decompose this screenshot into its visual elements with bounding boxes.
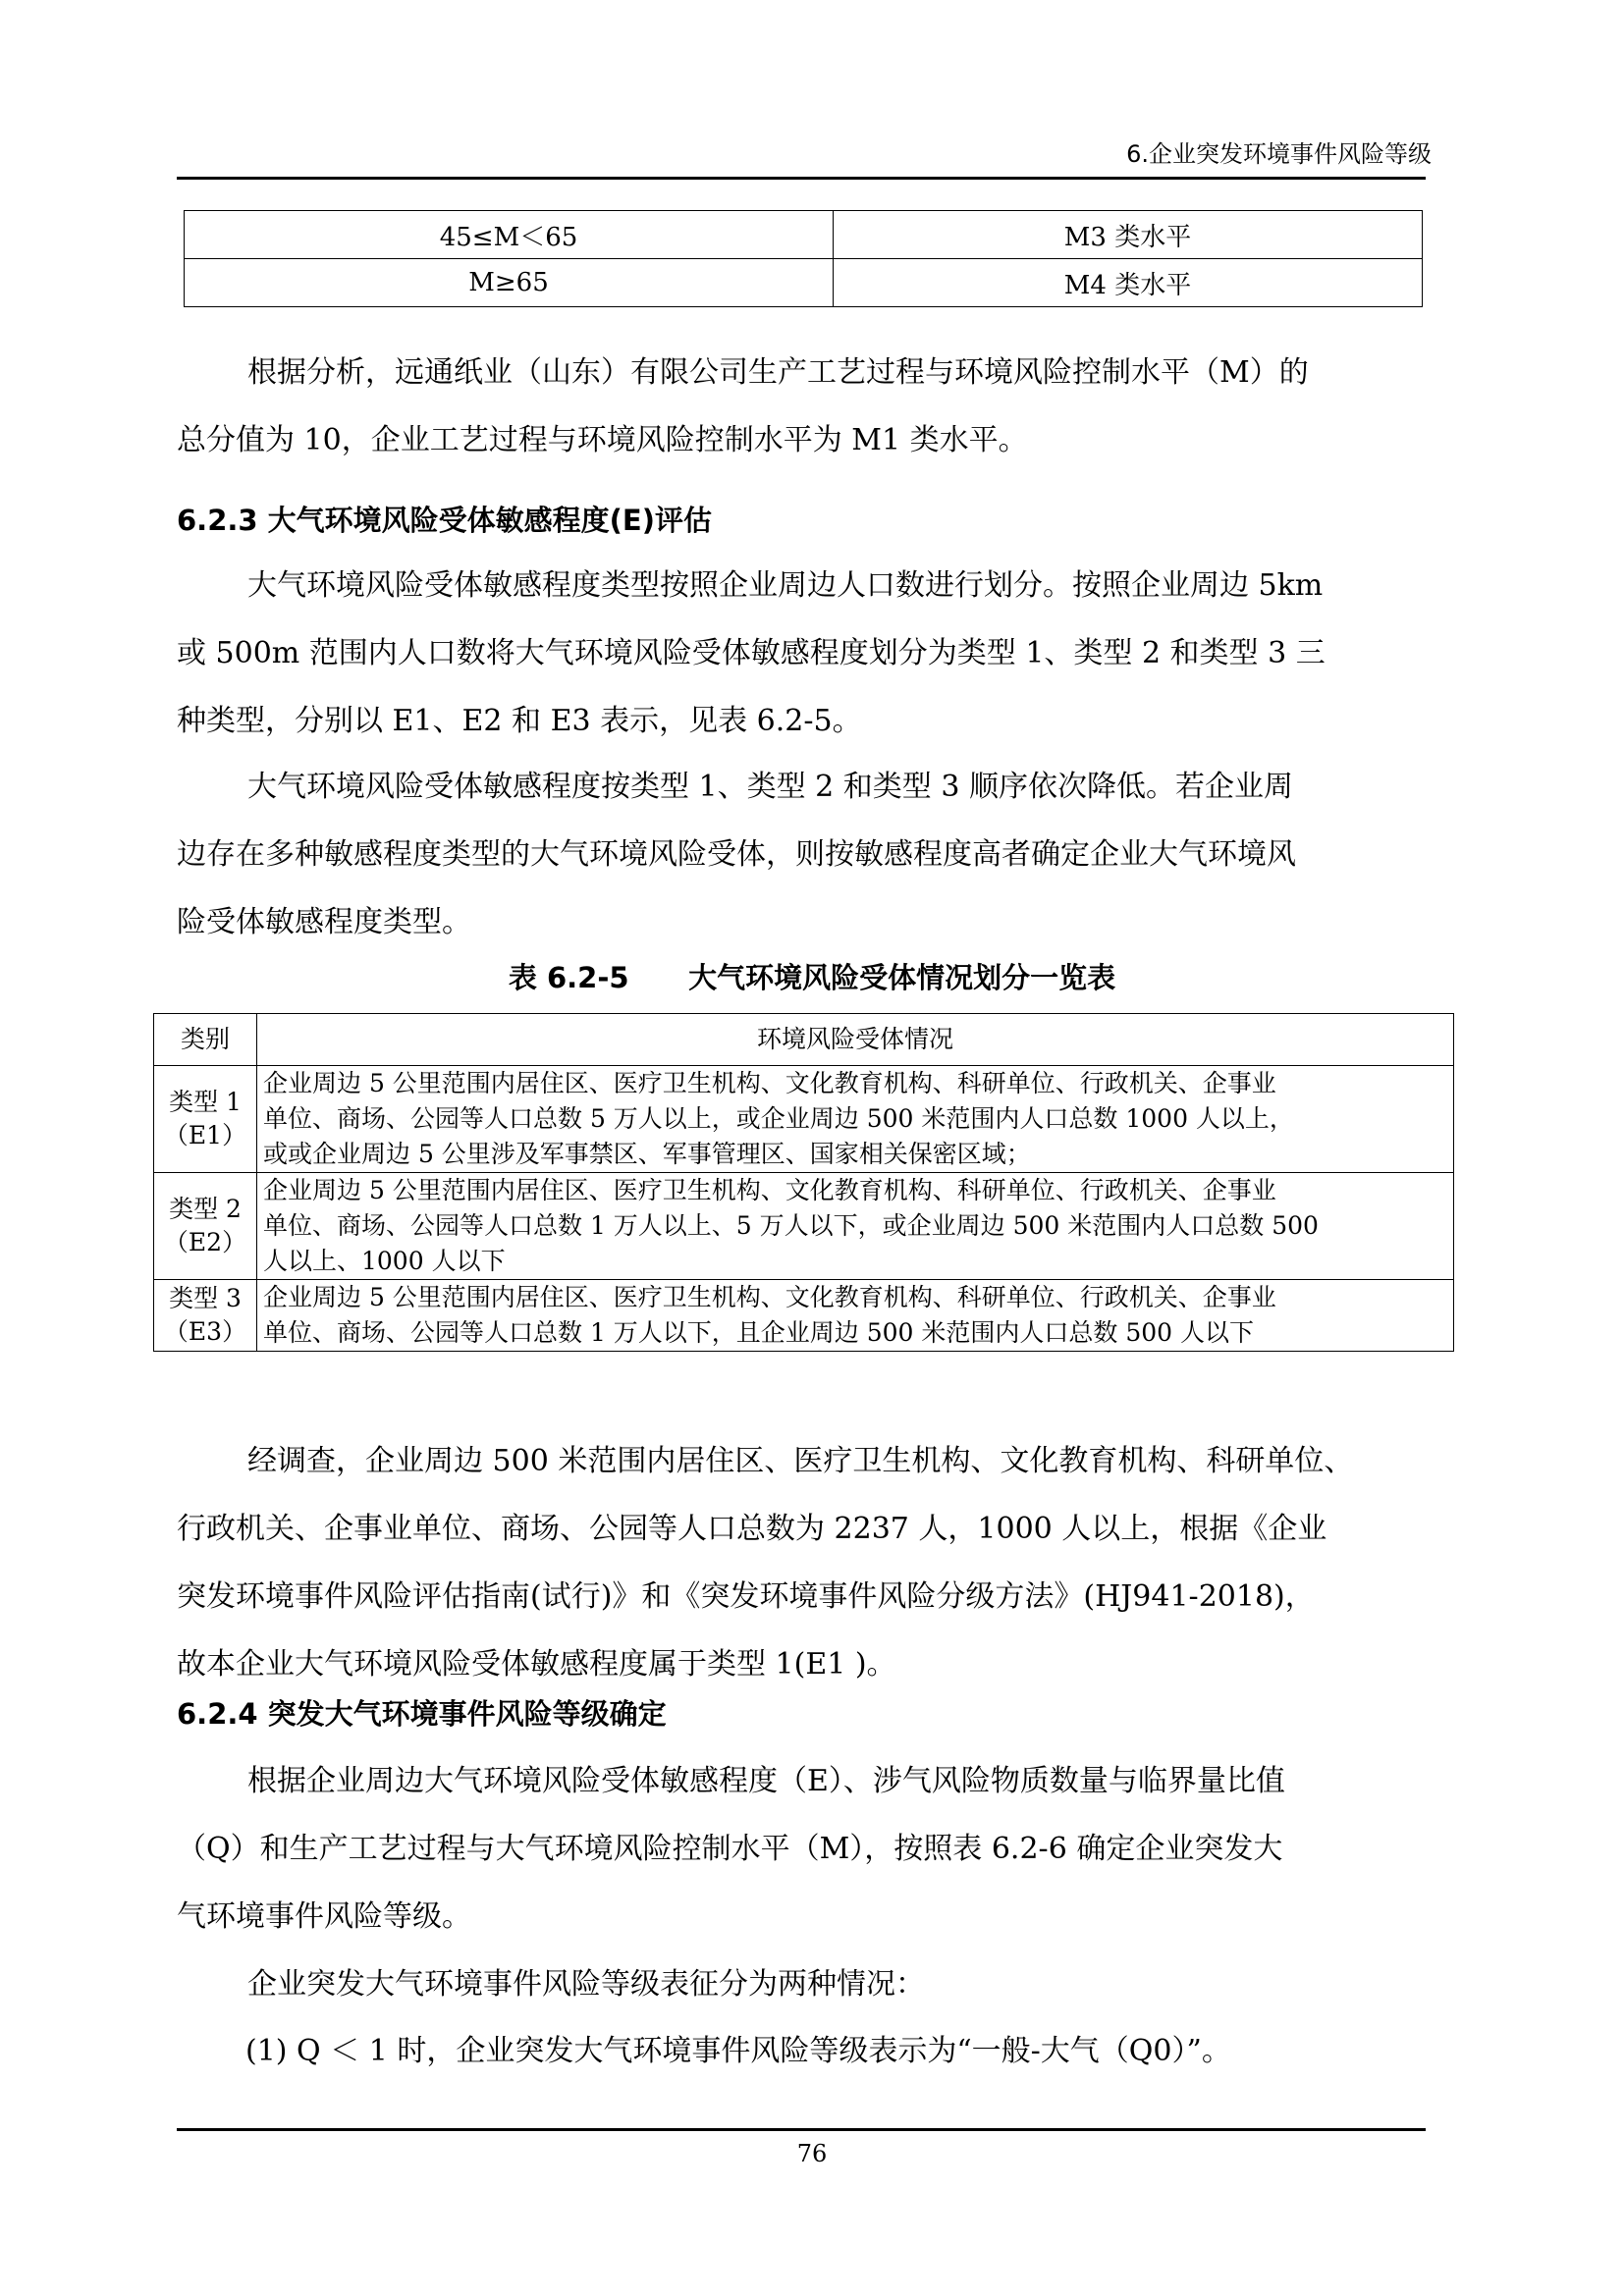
paragraph-line: 或 500m 范围内人口数将大气环境风险受体敏感程度划分为类型 1、类型 2 和类型 3 三: [177, 636, 1326, 670]
sensitivity-paragraph: [177, 552, 1426, 755]
category-code: （E1）: [163, 1121, 247, 1149]
m-range-cell: M≥65: [185, 259, 834, 307]
cell-line: 企业周边 5 公里范围内居住区、医疗卫生机构、文化教育机构、科研单位、行政机关、企事业: [263, 1283, 1276, 1311]
paragraph-line: 故本企业大气环境风险受体敏感程度属于类型 1(E1 )。: [177, 1647, 896, 1682]
paragraph-line: 种类型，分别以 E1、E2 和 E3 表示，见表 6.2-5。: [177, 704, 862, 738]
m-range-cell: 45≤M＜65: [185, 211, 834, 259]
category-label: 类型 1: [169, 1088, 242, 1116]
cell-line: 人以上、1000 人以下: [263, 1247, 506, 1275]
table-row: [185, 259, 1423, 307]
survey-paragraph: [177, 1427, 1426, 1698]
footer-rule: [177, 2128, 1426, 2131]
sensitivity-order-paragraph: [177, 753, 1426, 956]
cell-line: 企业周边 5 公里范围内居住区、医疗卫生机构、文化教育机构、科研单位、行政机关、企事业: [263, 1069, 1276, 1097]
risk-level-paragraph: [177, 1747, 1426, 1950]
cell-line: 或或企业周边 5 公里涉及军事禁区、军事管理区、国家相关保密区域；: [263, 1140, 1031, 1168]
analysis-paragraph: [177, 339, 1426, 474]
paragraph-line: 边存在多种敏感程度类型的大气环境风险受体，则按敏感程度高者确定企业大气环境风: [177, 837, 1296, 872]
table-row: [154, 1280, 1454, 1352]
table-caption: 表 6.2-5 大气环境风险受体情况划分一览表: [508, 961, 1116, 994]
m-level-cell: M4 类水平: [834, 259, 1423, 307]
situation-cell: [257, 1280, 1454, 1352]
cell-line: 单位、商场、公园等人口总数 1 万人以下，且企业周边 500 米范围内人口总数 500 人以下: [263, 1318, 1255, 1347]
category-code: （E2）: [163, 1228, 247, 1256]
table-row: [154, 1066, 1454, 1173]
paragraph-line: （Q）和生产工艺过程与大气环境风险控制水平（M），按照表 6.2-6 确定企业突发大: [177, 1832, 1283, 1866]
header-rule: [177, 177, 1426, 180]
category-label: 类型 3: [169, 1284, 242, 1312]
category-cell: [154, 1280, 257, 1352]
paragraph-line: 突发环境事件风险评估指南(试行)》和《突发环境事件风险分级方法》(HJ941-2018)，: [177, 1579, 1315, 1614]
two-cases-paragraph: 企业突发大气环境事件风险等级表征分为两种情况：: [247, 1967, 925, 2002]
category-cell: [154, 1066, 257, 1173]
paragraph-line: 险受体敏感程度类型。: [177, 905, 471, 939]
receptor-classification-table: [153, 1013, 1454, 1352]
paragraph-line: 行政机关、企事业单位、商场、公园等人口总数为 2237 人，1000 人以上，根据《企业: [177, 1512, 1327, 1546]
situation-cell: [257, 1066, 1454, 1173]
paragraph-line: 大气环境风险受体敏感程度类型按照企业周边人口数进行划分。按照企业周边 5km: [247, 568, 1324, 603]
paragraph-line: 根据企业周边大气环境风险受体敏感程度（E）、涉气风险物质数量与临界量比值: [247, 1764, 1285, 1798]
table-row: [185, 211, 1423, 259]
paragraph-line: 经调查，企业周边 500 米范围内居住区、医疗卫生机构、文化教育机构、科研单位、: [247, 1444, 1354, 1478]
column-header-category: 类别: [154, 1014, 257, 1066]
m-level-table: [184, 210, 1423, 307]
table-row: [154, 1173, 1454, 1280]
section-heading-6-2-4: 6.2.4 突发大气环境事件风险等级确定: [177, 1697, 667, 1731]
page-number: 76: [796, 2140, 828, 2167]
paragraph-line: 大气环境风险受体敏感程度按类型 1、类型 2 和类型 3 顺序依次降低。若企业周: [247, 770, 1293, 804]
category-cell: [154, 1173, 257, 1280]
category-label: 类型 2: [169, 1195, 242, 1223]
paragraph-line: 气环境事件风险等级。: [177, 1899, 471, 1934]
cell-line: 单位、商场、公园等人口总数 5 万人以上，或企业周边 500 米范围内人口总数 1000 人以上，: [263, 1104, 1294, 1133]
column-header-situation: 环境风险受体情况: [257, 1014, 1454, 1066]
category-code: （E3）: [163, 1317, 247, 1346]
table-header-row: [154, 1014, 1454, 1066]
paragraph-line: 总分值为 10，企业工艺过程与环境风险控制水平为 M1 类水平。: [177, 423, 1028, 457]
section-heading-6-2-3: 6.2.3 大气环境风险受体敏感程度(E)评估: [177, 504, 712, 537]
cell-line: 单位、商场、公园等人口总数 1 万人以上、5 万人以下，或企业周边 500 米范围内人口总数 500: [263, 1211, 1319, 1240]
m-level-cell: M3 类水平: [834, 211, 1423, 259]
case-1-paragraph: (1) Q ＜ 1 时，企业突发大气环境事件风险等级表示为“一般-大气（Q0）”。: [245, 2034, 1231, 2068]
cell-line: 企业周边 5 公里范围内居住区、医疗卫生机构、文化教育机构、科研单位、行政机关、企事业: [263, 1176, 1276, 1204]
situation-cell: [257, 1173, 1454, 1280]
paragraph-line: 根据分析，远通纸业（山东）有限公司生产工艺过程与环境风险控制水平（M）的: [247, 355, 1309, 390]
running-header: 6.企业突发环境事件风险等级: [1126, 140, 1432, 168]
